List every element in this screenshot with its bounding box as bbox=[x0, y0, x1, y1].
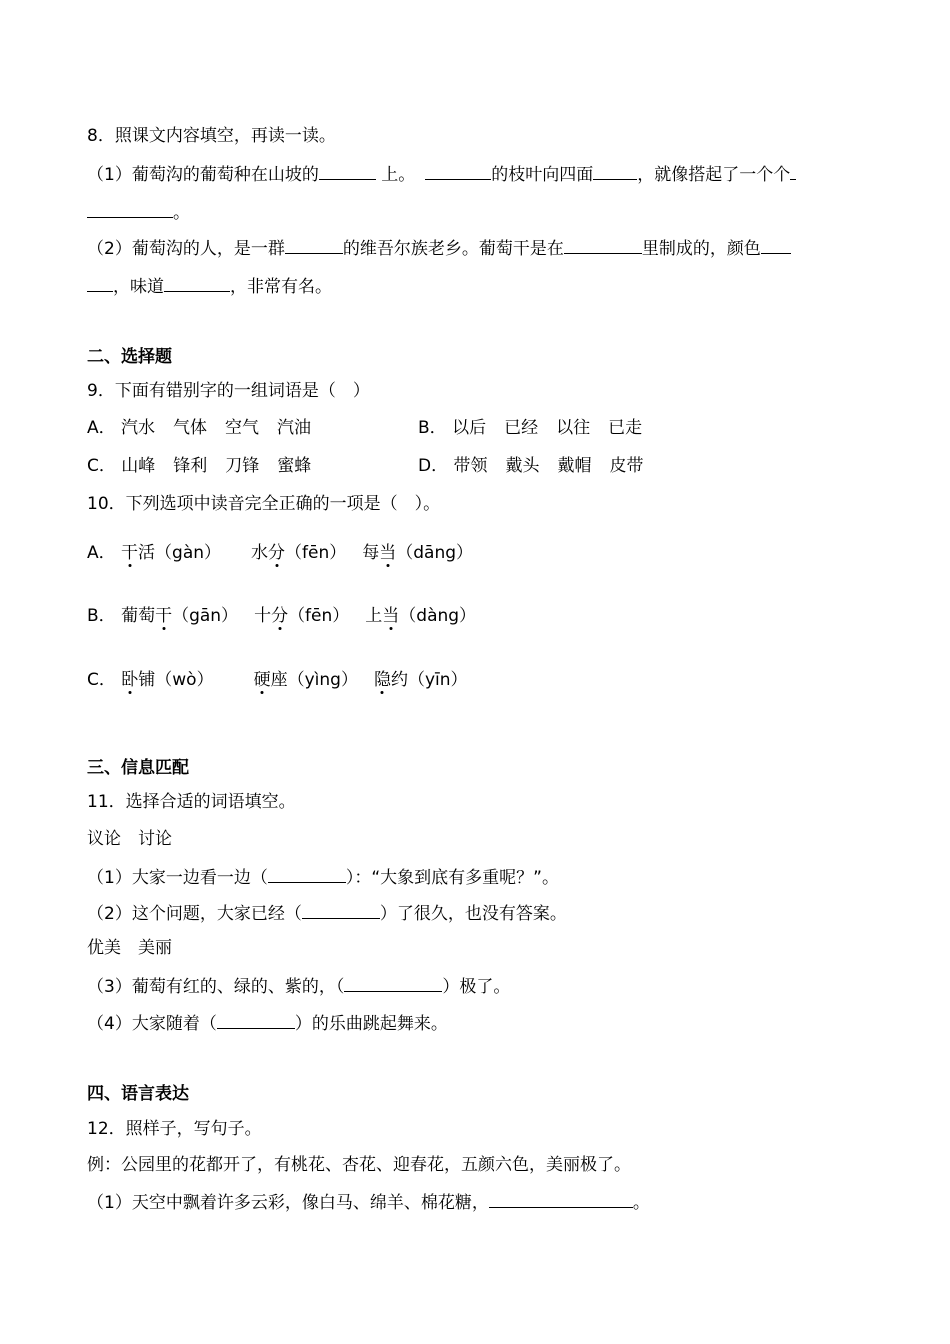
q10-a-item2-char: 分 bbox=[268, 543, 286, 563]
q10-a-item2 bbox=[251, 543, 346, 563]
q9-option-a[interactable] bbox=[87, 417, 329, 439]
q8-p2-blank4[interactable] bbox=[164, 274, 230, 292]
q11-p2-text-b: ）了很久，也没有答案。 bbox=[379, 904, 567, 924]
q10-a-item1 bbox=[121, 543, 221, 563]
q9-b-word: 已经 bbox=[504, 418, 539, 438]
q10-b-item2-rest: （fēn） bbox=[288, 606, 350, 626]
q9-a-word: 汽油 bbox=[277, 418, 312, 438]
q10-a-item3 bbox=[362, 543, 473, 563]
q10-b-item2-pre: 十 bbox=[254, 606, 272, 626]
q8-p1-text-a: （1）葡萄沟的葡萄种在山坡的 bbox=[87, 165, 319, 185]
q11-title: 11．选择合适的词语填空。 bbox=[87, 792, 296, 812]
q11-p4-blank[interactable] bbox=[217, 1011, 295, 1029]
q11-part2 bbox=[87, 901, 567, 925]
q11-p2-blank[interactable] bbox=[302, 901, 380, 919]
q10-c-item1-char: 卧 bbox=[121, 670, 139, 690]
q10-c-item2 bbox=[254, 670, 358, 690]
q9-c-word: 锋利 bbox=[173, 456, 208, 476]
q8-part1-line2 bbox=[87, 200, 190, 224]
q10-b-item1-pre: 葡萄 bbox=[121, 606, 156, 626]
q9-c-word: 刀锋 bbox=[225, 456, 260, 476]
q10-b-item3-char: 当 bbox=[382, 606, 400, 626]
q8-p1-blank4-start[interactable] bbox=[790, 162, 796, 180]
q11-p1-blank[interactable] bbox=[268, 865, 346, 883]
q12-p1-text-b: 。 bbox=[632, 1193, 650, 1213]
q9-b-label: B． bbox=[418, 418, 447, 438]
q8-p1-text-c: 的枝叶向四面 bbox=[491, 165, 594, 185]
q9-d-word: 戴帽 bbox=[557, 456, 592, 476]
q8-part1-line1 bbox=[87, 162, 796, 186]
q9-b-word: 已走 bbox=[608, 418, 643, 438]
q10-a-label: A． bbox=[87, 543, 116, 563]
q11-p4-text-b: ）的乐曲跳起舞来。 bbox=[294, 1014, 448, 1034]
q11-part3 bbox=[87, 974, 510, 998]
q9-c-word: 蜜蜂 bbox=[277, 456, 312, 476]
q12-p1-text-a: （1）天空中飘着许多云彩，像白马、绵羊、棉花糖， bbox=[87, 1193, 489, 1213]
q8-p2-text-c: 里制成的，颜色 bbox=[641, 239, 761, 259]
q11-word-group-2: 优美 美丽 bbox=[87, 938, 172, 958]
q10-b-item3-rest: （dàng） bbox=[399, 606, 477, 626]
q10-b-item2 bbox=[254, 606, 349, 626]
q8-part2-line2 bbox=[87, 274, 332, 298]
q10-c-item1 bbox=[121, 670, 213, 690]
q8-p1-text-d: ，就像搭起了一个个 bbox=[637, 165, 791, 185]
q10-a-item3-char: 当 bbox=[379, 543, 397, 563]
q10-c-label: C． bbox=[87, 670, 116, 690]
q9-option-b[interactable] bbox=[418, 417, 660, 439]
q10-option-a[interactable] bbox=[87, 542, 473, 564]
q8-p2-text-e: ，非常有名。 bbox=[230, 277, 332, 297]
section-3-heading: 三、信息匹配 bbox=[87, 758, 189, 778]
q11-p1-text-a: （1）大家一边看一边（ bbox=[87, 868, 268, 888]
q10-b-item1-rest: （gān） bbox=[172, 606, 239, 626]
q9-a-word: 空气 bbox=[225, 418, 260, 438]
q10-b-item1-char: 干 bbox=[155, 606, 173, 626]
q12-part1 bbox=[87, 1190, 650, 1214]
q12-p1-blank[interactable] bbox=[489, 1190, 633, 1208]
q8-p2-text-d: ，味道 bbox=[113, 277, 164, 297]
q10-c-item3-rest: 约（yīn） bbox=[390, 670, 468, 690]
q9-option-d[interactable] bbox=[418, 455, 662, 477]
q9-option-c[interactable] bbox=[87, 455, 329, 477]
q11-part4 bbox=[87, 1011, 448, 1035]
q10-a-item1-rest: 活（gàn） bbox=[138, 543, 222, 563]
q9-a-word: 气体 bbox=[173, 418, 208, 438]
q11-word-group-1: 议论 讨论 bbox=[87, 829, 172, 849]
q10-c-item1-rest: 铺（wò） bbox=[138, 670, 214, 690]
q8-p2-blank3-end[interactable] bbox=[87, 274, 113, 292]
q8-p1-blank2[interactable] bbox=[425, 162, 491, 180]
q9-a-word: 汽水 bbox=[121, 418, 156, 438]
q11-p1-text-b: ）：“大象到底有多重呢？”。 bbox=[345, 868, 559, 888]
q8-p2-blank1[interactable] bbox=[285, 236, 343, 254]
q11-p2-text-a: （2）这个问题，大家已经（ bbox=[87, 904, 302, 924]
q11-part1 bbox=[87, 865, 559, 889]
q10-a-item2-pre: 水 bbox=[251, 543, 269, 563]
q9-d-label: D． bbox=[418, 456, 449, 476]
q8-p2-text-b: 的维吾尔族老乡。葡萄干是在 bbox=[342, 239, 564, 259]
q10-b-label: B． bbox=[87, 606, 116, 626]
q10-c-item3-char: 隐 bbox=[373, 670, 391, 690]
q9-b-word: 以后 bbox=[452, 418, 487, 438]
section-2-heading: 二、选择题 bbox=[87, 347, 172, 367]
q9-title: 9．下面有错别字的一组词语是（ ） bbox=[87, 381, 370, 401]
q8-p2-text-a: （2）葡萄沟的人，是一群 bbox=[87, 239, 285, 259]
q11-p3-blank[interactable] bbox=[344, 974, 442, 992]
q10-a-item3-pre: 每 bbox=[362, 543, 380, 563]
q9-b-word: 以往 bbox=[556, 418, 591, 438]
q9-d-word: 皮带 bbox=[609, 456, 644, 476]
q10-c-item2-rest: 座（yìng） bbox=[270, 670, 358, 690]
q10-b-item3-pre: 上 bbox=[365, 606, 383, 626]
q10-c-item2-char: 硬 bbox=[253, 670, 271, 690]
q8-p1-blank1[interactable] bbox=[319, 162, 376, 180]
q12-title: 12．照样子，写句子。 bbox=[87, 1119, 262, 1139]
q10-b-item3 bbox=[365, 606, 476, 626]
section-4-heading: 四、语言表达 bbox=[87, 1084, 189, 1104]
q9-c-label: C． bbox=[87, 456, 116, 476]
q11-p3-text-b: ）极了。 bbox=[442, 977, 511, 997]
q8-p1-blank3[interactable] bbox=[593, 162, 637, 180]
q9-d-word: 带领 bbox=[453, 456, 488, 476]
q10-a-item1-char: 干 bbox=[121, 543, 139, 563]
q11-p4-text-a: （4）大家随着（ bbox=[87, 1014, 217, 1034]
q10-title: 10．下列选项中读音完全正确的一项是（ ）。 bbox=[87, 494, 441, 514]
q9-d-word: 戴头 bbox=[505, 456, 540, 476]
q9-c-word: 山峰 bbox=[121, 456, 156, 476]
q12-example: 例：公园里的花都开了，有桃花、杏花、迎春花，五颜六色，美丽极了。 bbox=[87, 1155, 631, 1175]
q10-option-c[interactable] bbox=[87, 669, 468, 691]
q8-p2-blank2[interactable] bbox=[564, 236, 642, 254]
q8-p1-text-b: 上。 bbox=[375, 165, 416, 185]
q10-option-b[interactable] bbox=[87, 605, 476, 627]
q11-p3-text-a: （3）葡萄有红的、绿的、紫的，（ bbox=[87, 977, 345, 997]
q8-title: 8．照课文内容填空，再读一读。 bbox=[87, 126, 336, 146]
q8-p1-blank4-end[interactable] bbox=[87, 200, 173, 218]
q10-c-item3 bbox=[374, 670, 468, 690]
q10-b-item2-char: 分 bbox=[271, 606, 289, 626]
q10-a-item3-rest: （dāng） bbox=[396, 543, 474, 563]
q8-p2-blank3-start[interactable] bbox=[761, 236, 791, 254]
q8-part2-line1 bbox=[87, 236, 791, 260]
q10-b-item1 bbox=[121, 606, 238, 626]
q8-p1-text-e: 。 bbox=[173, 203, 190, 223]
q9-a-label: A． bbox=[87, 418, 116, 438]
q10-a-item2-rest: （fēn） bbox=[285, 543, 347, 563]
